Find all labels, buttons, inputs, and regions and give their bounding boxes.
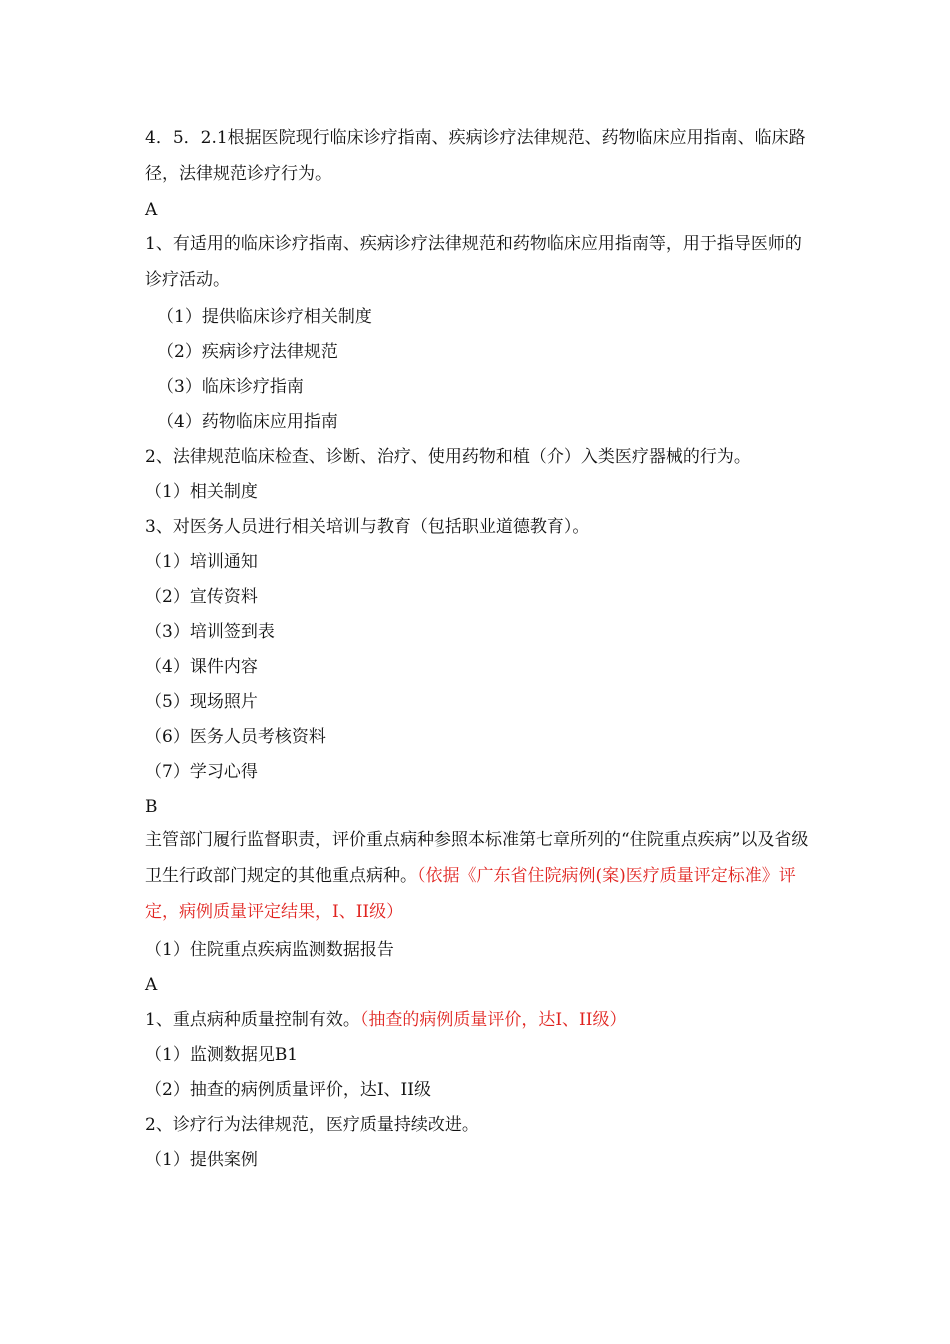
requirement-2: 2、诊疗行为法律规范，医疗质量持续改进。 — [145, 1115, 479, 1135]
evidence-item: （3）培训签到表 — [145, 622, 275, 642]
level-label-a: A — [145, 975, 158, 995]
evidence-item: （1）监测数据见B1 — [145, 1045, 299, 1065]
evidence-item: （2）疾病诊疗法律规范 — [157, 342, 338, 362]
evidence-item: （1）提供案例 — [145, 1150, 258, 1170]
evidence-item: （4）药物临床应用指南 — [157, 412, 338, 432]
evidence-item: （5）现场照片 — [145, 692, 258, 712]
evidence-item: （3）临床诊疗指南 — [157, 377, 304, 397]
level-label-b: B — [145, 797, 158, 817]
requirement-1: 1、有适用的临床诊疗指南、疾病诊疗法律规范和药物临床应用指南等，用于指导医师的诊疗活动。 — [145, 234, 802, 290]
requirement-text: 1、重点病种质量控制有效。 — [145, 1010, 360, 1030]
evaluation-note: （依据《广东省住院病例(案)医疗质量评定标准》评定，病例质量评定结果，I、II级） — [145, 866, 796, 922]
evidence-item: （1）住院重点疾病监测数据报告 — [145, 940, 394, 960]
supervision-paragraph — [145, 822, 810, 930]
evidence-item: （4）课件内容 — [145, 657, 258, 677]
evidence-item: （1）培训通知 — [145, 552, 258, 572]
level-label-a: A — [145, 200, 158, 220]
evidence-item: （2）宣传资料 — [145, 587, 258, 607]
section-heading: 4．5．2.1根据医院现行临床诊疗指南、疾病诊疗法律规范、药物临床应用指南、临床路径，法律规范诊疗行为。 — [145, 128, 806, 184]
requirement-3: 3、对医务人员进行相关培训与教育（包括职业道德教育）。 — [145, 517, 590, 537]
requirement-2: 2、法律规范临床检查、诊断、治疗、使用药物和植（介）入类医疗器械的行为。 — [145, 447, 751, 467]
evidence-item: （1）相关制度 — [145, 482, 258, 502]
evidence-item: （6）医务人员考核资料 — [145, 727, 326, 747]
evidence-item: （1）提供临床诊疗相关制度 — [157, 307, 372, 327]
supervision-text: 主管部门履行监督职责，评价重点病种参照本标准第七章所列的“住院重点疾病”以及省级卫生行政部门规定的其他重点病种。 — [145, 830, 809, 886]
evaluation-note: （抽查的病例质量评价，达I、II级） — [359, 1010, 627, 1030]
requirement-1 — [145, 1009, 626, 1031]
evidence-item: （2）抽查的病例质量评价，达I、II级 — [145, 1080, 431, 1100]
evidence-item: （7）学习心得 — [145, 762, 258, 782]
